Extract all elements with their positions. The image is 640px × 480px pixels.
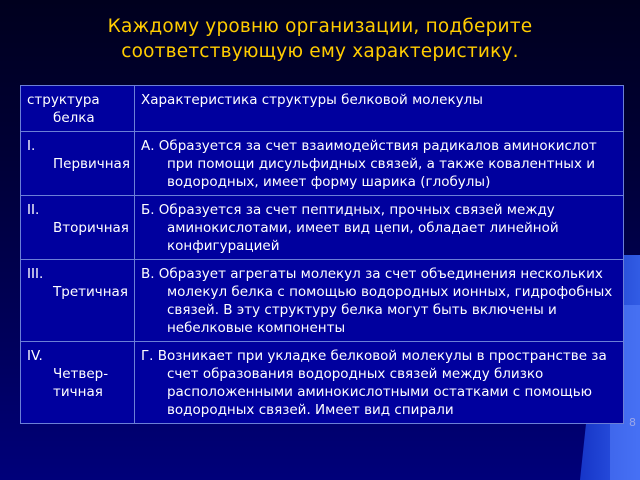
header-structure — [21, 86, 135, 132]
table-header-row — [21, 86, 624, 132]
description-cell — [134, 196, 623, 260]
level-number: I. — [27, 138, 36, 154]
slide-title: Каждому уровню организации, подберите соответствующую ему характеристику. — [107, 16, 533, 62]
description-cell — [134, 132, 623, 196]
level-name: Вторичная — [53, 220, 129, 236]
table-row — [21, 342, 624, 424]
level-cell — [21, 196, 135, 260]
description-cell — [134, 260, 623, 342]
level-name: Четвер-тичная — [53, 366, 109, 400]
header-characteristic-label: Характеристика структуры белковой молекулы — [140, 92, 483, 108]
table-row — [21, 132, 624, 196]
level-number: IV. — [27, 348, 43, 364]
matching-table — [20, 85, 624, 424]
description-text: Г. Возникает при укладке белковой молекулы в пространстве за счет образования водородных связей между близко расположенными аминокислотными остатками с помощью водородных связей. Имеет вид спирали — [140, 348, 607, 418]
page-number: 8 — [629, 416, 636, 429]
level-cell — [21, 260, 135, 342]
level-name: Первичная — [53, 156, 130, 172]
level-number: II. — [27, 202, 40, 218]
table-row — [21, 260, 624, 342]
level-number: III. — [27, 266, 44, 282]
level-cell — [21, 132, 135, 196]
description-text: А. Образуется за счет взаимодействия радикалов аминокислот при помощи дисульфидных связей, а также ковалентных и водородных, имеет форму шарика (глобулы) — [140, 138, 597, 190]
level-cell — [21, 342, 135, 424]
header-structure-label: структура белка — [27, 92, 100, 126]
description-text: Б. Образуется за счет пептидных, прочных связей между аминокислотами, имеет вид цепи, обладает линейной конфигурацией — [140, 202, 559, 254]
level-name: Третичная — [53, 284, 128, 300]
table-row — [21, 196, 624, 260]
description-text: В. Образует агрегаты молекул за счет объединения нескольких молекул белка с помощью водородных ионных, гидрофобных связей. В эту структуру белка могут быть включены и небелковые компоненты — [140, 266, 613, 336]
header-characteristic — [134, 86, 623, 132]
description-cell — [134, 342, 623, 424]
